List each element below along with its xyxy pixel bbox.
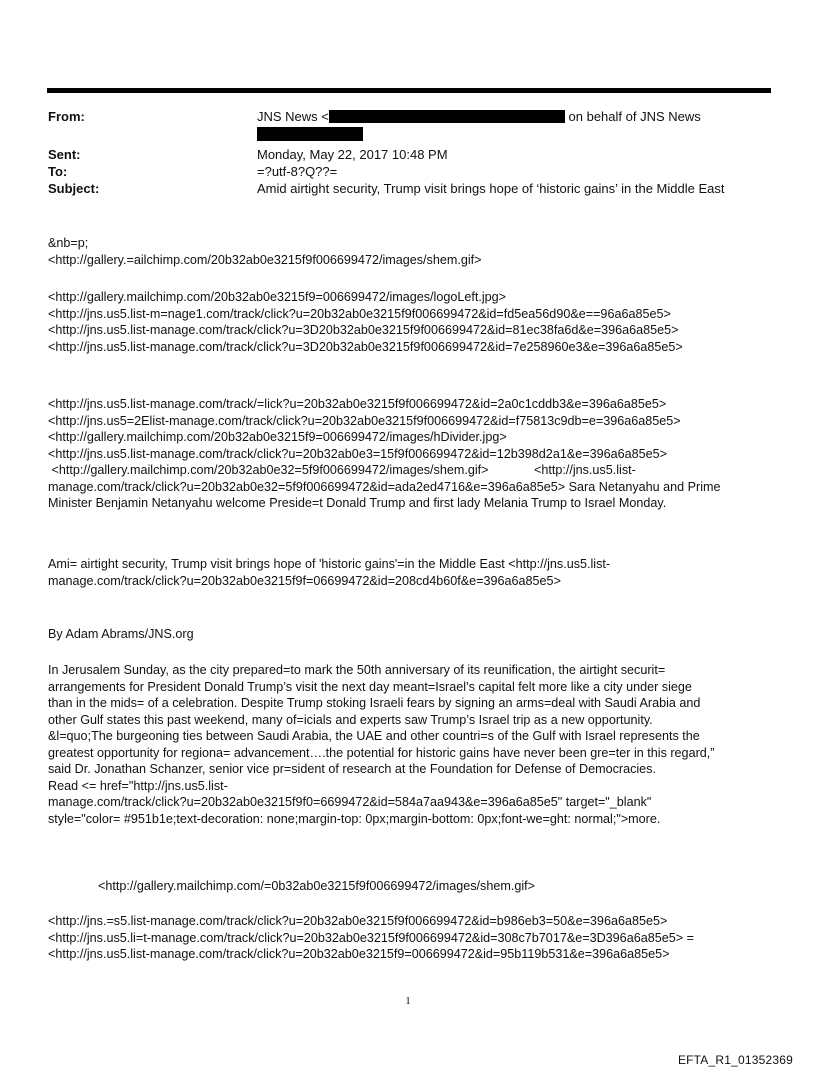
- body-line: <http://gallery.mailchimp.com/20b32ab0e3215f9=006699472/images/logoLeft.jpg>: [48, 290, 507, 304]
- body-line: Minister Benjamin Netanyahu welcome Preside=t Donald Trump and first lady Melania Trump to Israel Monday.: [48, 496, 667, 510]
- byline: By Adam Abrams/JNS.org: [48, 627, 194, 641]
- body-line: <http://jns.us5.li=t-manage.com/track/click?u=20b32ab0e3215f9f006699472&id=308c7b7017&e=3D396a6a85e5> =: [48, 930, 694, 945]
- body-block-2: [48, 289, 778, 355]
- body-block-4: [48, 556, 778, 589]
- article-paragraph: [48, 662, 778, 827]
- from-name: JNS News <: [257, 109, 329, 124]
- body-line: <http://jns.us5.list-manage.com/track/click?u=3D20b32ab0e3215f9f006699472&id=81ec38fa6d&e=396a6a85e5>: [48, 323, 679, 337]
- body-line: manage.com/track/click?u=20b32ab0e3215f9f0=6699472&id=584a7aa943&e=396a6a85e5" target="_blank": [48, 795, 652, 809]
- body-line: <http://jns.us5.list-manage.com/track/click?u=20b32ab0e3=15f9f006699472&id=12b398d2a1&e=396a6a85e5>: [48, 446, 667, 461]
- to-label: To:: [48, 164, 68, 179]
- body-block-1: [48, 235, 778, 268]
- sent-value: Monday, May 22, 2017 10:48 PM: [257, 147, 448, 162]
- body-line: <http://jns.=s5.list-manage.com/track/click?u=20b32ab0e3215f9f006699472&id=b986eb3=50&e=396a6a85e5>: [48, 914, 668, 928]
- body-line: <http://jns.us5.list-manage.com/track/click?u=3D20b32ab0e3215f9f006699472&id=7e258960e3&e=396a6a85e5>: [48, 339, 683, 354]
- body-line: greatest opportunity for regiona= advancement….the potential for historic gains have never been gre=ter in this regard,”: [48, 745, 715, 760]
- from-value-line2: [257, 127, 363, 143]
- page-number: 1: [405, 995, 411, 1007]
- from-label: From:: [48, 109, 85, 124]
- body-line: &nb=p;: [48, 236, 89, 250]
- body-line: In Jerusalem Sunday, as the city prepared=to mark the 50th anniversary of its reunification, the airtight securit=: [48, 663, 666, 677]
- body-line: <http://jns.us5=2Elist-manage.com/track/click?u=20b32ab0e3215f9f006699472&id=f75813c9db=e=396a6a85e5>: [48, 413, 681, 428]
- redaction-box: [329, 110, 565, 123]
- sent-label: Sent:: [48, 147, 81, 162]
- body-line: than in the mids= of a celebration. Despite Trump stoking Israeli fears by signing an arms=deal with Saudi Arabia and: [48, 696, 701, 710]
- body-line: <http://gallery.mailchimp.com/=0b32ab0e3215f9f006699472/images/shem.gif>: [98, 879, 535, 893]
- body-line: style="color= #951b1e;text-decoration: none;margin-top: 0px;margin-bottom: 0px;font-we=ght: normal;">more.: [48, 811, 661, 826]
- body-line: <http://jns.us5.list-manage.com/track/=lick?u=20b32ab0e3215f9f006699472&id=2a0c1cddb3&e=396a6a85e5>: [48, 397, 667, 411]
- body-line: <http://jns.us5.list-manage.com/track/click?u=20b32ab0e3215f9=006699472&id=95b119b531&e=396a6a85e5>: [48, 947, 670, 961]
- body-line: <http://gallery.=ailchimp.com/20b32ab0e3215f9f006699472/images/shem.gif>: [48, 252, 482, 267]
- body-line: manage.com/track/click?u=20b32ab0e32=5f9f006699472&id=ada2ed4716&e=396a6a85e5> Sara Netanyahu and Prime: [48, 479, 721, 494]
- subject-value: Amid airtight security, Trump visit brings hope of ‘historic gains’ in the Middle East: [257, 181, 725, 196]
- header-rule: [47, 88, 771, 93]
- body-line: <http://gallery.mailchimp.com/20b32ab0e32=5f9f006699472/images/shem.gif> <http://jns.us5.list-: [48, 463, 636, 477]
- bates-number: EFTA_R1_01352369: [677, 1053, 793, 1067]
- from-value: [257, 109, 701, 125]
- body-block-3: [48, 396, 778, 512]
- to-value: =?utf-8?Q??=: [257, 164, 338, 179]
- redaction-box: [257, 127, 363, 141]
- body-line: said Dr. Jonathan Schanzer, senior vice pr=sident of research at the Foundation for Defense of Democracies.: [48, 762, 656, 776]
- subject-label: Subject:: [48, 181, 100, 196]
- body-line: <http://gallery.mailchimp.com/20b32ab0e3215f9=006699472/images/hDivider.jpg>: [48, 430, 507, 444]
- body-line: arrangements for President Donald Trump’s visit the next day meant=Israel’s capital felt more like a city under siege: [48, 679, 692, 694]
- from-suffix: on behalf of JNS News: [568, 109, 701, 124]
- body-line: other Gulf states this past weekend, many of=icials and experts saw Trump’s Israel trip as a new opportunity.: [48, 712, 653, 727]
- headline-line: Ami= airtight security, Trump visit brings hope of 'historic gains'=in the Middle East <http://jns.us5.list-: [48, 557, 611, 571]
- body-line: <http://jns.us5.list-m=nage1.com/track/click?u=20b32ab0e3215f9f006699472&id=fd5ea56d90&e==96a6a85e5>: [48, 306, 671, 321]
- body-line: Read <= href="http://jns.us5.list-: [48, 778, 228, 793]
- body-block-7: [48, 913, 778, 963]
- body-block-6: [48, 878, 816, 895]
- body-line: &l=quo;The burgeoning ties between Saudi Arabia, the UAE and other countri=s of the Gulf with Israel represents the: [48, 729, 700, 743]
- headline-line: manage.com/track/click?u=20b32ab0e3215f9f=06699472&id=208cd4b60f&e=396a6a85e5>: [48, 573, 561, 588]
